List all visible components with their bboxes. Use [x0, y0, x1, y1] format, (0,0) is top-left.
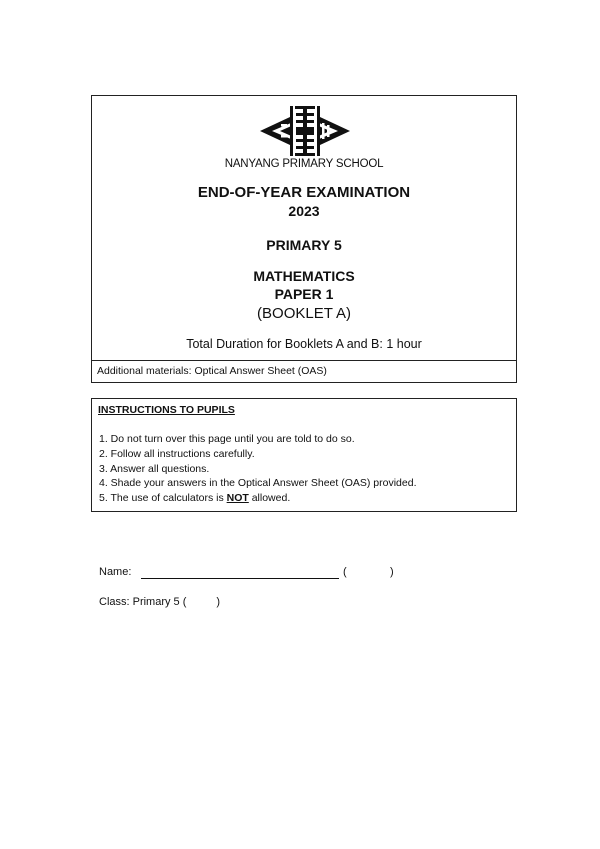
name-row — [99, 566, 419, 582]
exam-title: END-OF-YEAR EXAMINATION — [197, 184, 411, 201]
school-crest-icon — [260, 104, 350, 158]
subject-title: MATHEMATICS — [253, 268, 355, 284]
instruction-item: 4. Shade your answers in the Optical Answer Sheet (OAS) provided. — [99, 477, 417, 490]
instructions-box — [91, 398, 517, 512]
class-close: ) — [216, 596, 221, 608]
class-label: Class: Primary 5 ( — [99, 596, 187, 608]
instruction-item: 2. Follow all instructions carefully. — [99, 447, 255, 460]
instruction-text: allowed. — [248, 492, 291, 505]
not-emphasis: NOT — [226, 492, 249, 505]
exam-year: 2023 — [288, 203, 320, 219]
additional-materials: Additional materials: Optical Answer Sheet (OAS) — [92, 360, 516, 382]
instruction-text: 5. The use of calculators is — [99, 492, 227, 505]
school-name: NANYANG PRIMARY SCHOOL — [224, 158, 384, 170]
level-title: PRIMARY 5 — [266, 237, 342, 253]
instructions-heading: INSTRUCTIONS TO PUPILS — [98, 404, 235, 416]
index-number-close: ) — [390, 566, 394, 578]
cover-box — [91, 95, 517, 383]
duration-text: Total Duration for Booklets A and B: 1 hour — [186, 337, 422, 351]
instruction-item: 1. Do not turn over this page until you are told to do so. — [99, 433, 355, 445]
paper-title: PAPER 1 — [274, 286, 334, 302]
instruction-item-calculators — [99, 491, 417, 506]
instruction-item: 3. Answer all questions. — [99, 462, 210, 475]
instructions-list — [99, 432, 417, 506]
index-number-open: ( — [343, 566, 347, 578]
name-blank-line[interactable] — [141, 578, 339, 579]
name-label: Name: — [99, 566, 132, 578]
class-row — [99, 596, 220, 608]
booklet-title: (BOOKLET A) — [257, 305, 351, 322]
